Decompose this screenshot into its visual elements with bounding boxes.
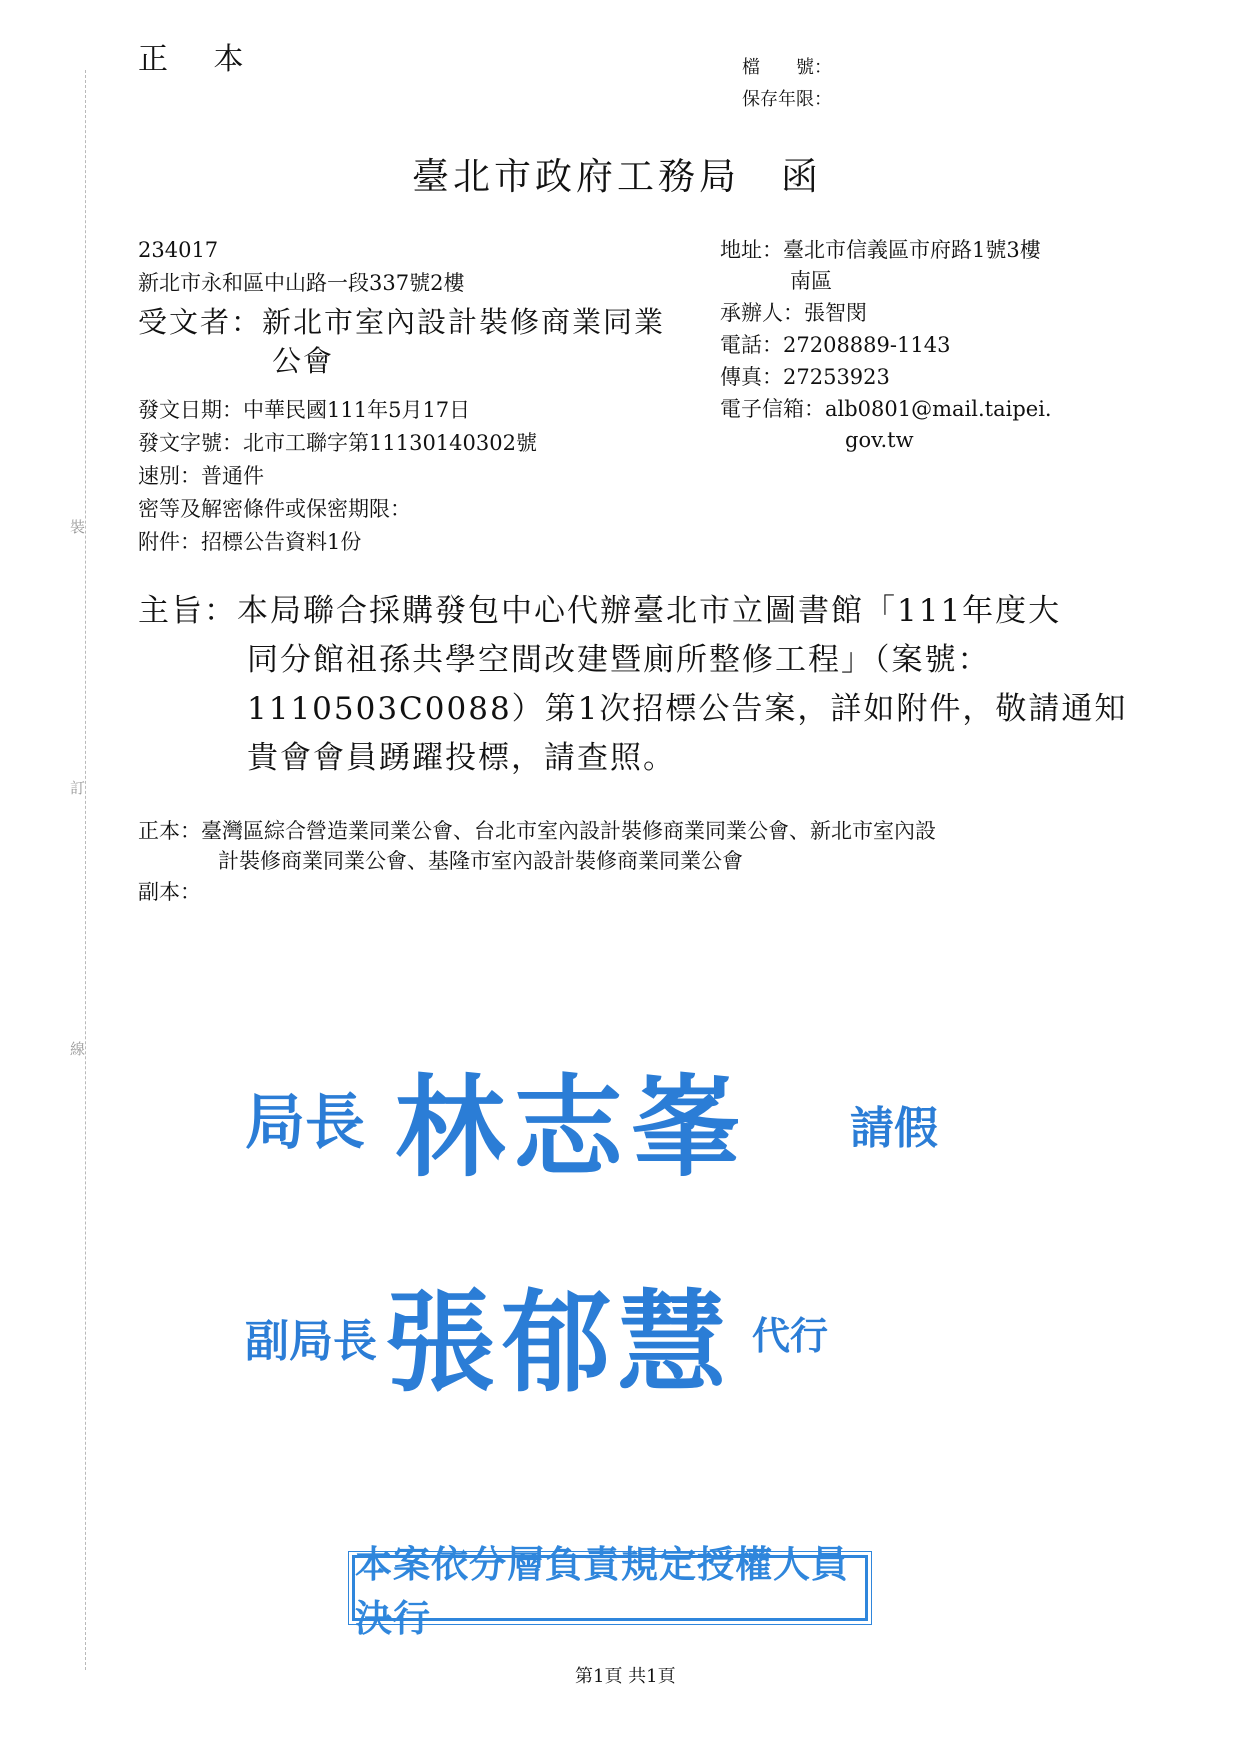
binding-mark-2: 訂 [70, 779, 86, 797]
original-recipients-cont: 計裝修商業同業公會、基隆市室內設計裝修商業同業公會 [218, 849, 743, 873]
subject-line-1: 主旨：本局聯合採購發包中心代辦臺北市立圖書館「111年度大 [138, 593, 1062, 629]
delivery-speed: 速別：普通件 [138, 464, 264, 488]
authorization-stamp: 本案依分層負責規定授權人員決行 [352, 1555, 868, 1621]
director-leave-note: 請假 [850, 1103, 938, 1154]
deputy-title-stamp: 副局長 [245, 1316, 377, 1367]
fax-number: 傳真：27253923 [720, 365, 890, 389]
copy-recipients: 副本： [138, 880, 201, 904]
sender-address-cont: 南區 [790, 269, 832, 293]
deputy-name-stamp: 張郁慧 [385, 1279, 733, 1407]
director-title-stamp: 局長 [245, 1088, 365, 1158]
postal-code: 234017 [138, 238, 219, 262]
recipient-line [138, 303, 665, 341]
original-recipients: 正本：臺灣區綜合營造業同業公會、台北市室內設計裝修商業同業公會、新北市室內設 [138, 819, 936, 843]
deputy-acting-note: 代行 [752, 1314, 829, 1358]
director-name-stamp: 林志峯 [395, 1064, 749, 1192]
binding-mark-3: 線 [70, 1040, 86, 1058]
issue-date: 發文日期：中華民國111年5月17日 [138, 398, 471, 422]
original-copy-label: 正 本 [138, 42, 262, 77]
document-title: 臺北市政府工務局 函 [412, 155, 822, 198]
email-address: 電子信箱：alb0801@mail.taipei. [720, 397, 1052, 421]
binding-mark-1: 裝 [70, 518, 86, 536]
retention-period-label: 保存年限： [742, 89, 832, 110]
contact-person: 承辦人：張智閔 [720, 301, 867, 325]
phone-number: 電話：27208889-1143 [720, 333, 951, 357]
recipient-address: 新北市永和區中山路一段337號2樓 [138, 271, 465, 295]
recipient-name: 新北市室內設計裝修商業同業 [262, 305, 666, 339]
subject-line-2: 同分館祖孫共學空間改建暨廁所整修工程」（案號： [247, 642, 991, 678]
attachment: 附件：招標公告資料1份 [138, 530, 362, 554]
document-number: 發文字號：北市工聯字第11130140302號 [138, 431, 537, 455]
subject-line-4: 貴會會員踴躍投標，請查照。 [247, 740, 676, 776]
secrecy-level: 密等及解密條件或保密期限： [138, 497, 411, 521]
binding-line [85, 70, 86, 1670]
subject-line-3: 1110503C0088）第1次招標公告案，詳如附件，敬請通知 [247, 691, 1128, 727]
recipient-label: 受文者： [138, 305, 263, 339]
page-number: 第1頁 共1頁 [575, 1666, 676, 1687]
sender-address: 地址：臺北市信義區市府路1號3樓 [720, 238, 1041, 262]
file-number-label: 檔 號： [742, 57, 832, 78]
recipient-name-cont: 公會 [272, 344, 335, 378]
email-address-cont: gov.tw [845, 428, 914, 452]
